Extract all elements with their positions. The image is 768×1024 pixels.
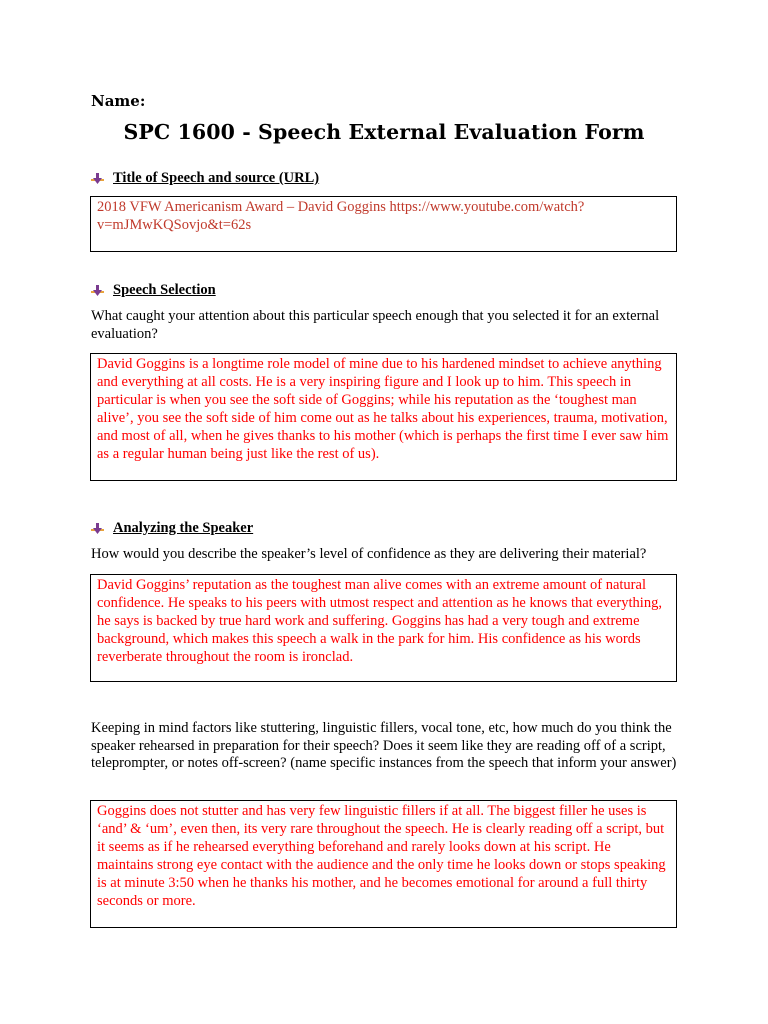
down-arrow-bullet-icon bbox=[91, 173, 105, 185]
speech-selection-answer-box[interactable] bbox=[90, 353, 677, 481]
section-heading-speech-selection bbox=[91, 282, 216, 299]
section-heading-title-source bbox=[91, 170, 319, 187]
confidence-question: How would you describe the speaker’s level of confidence as they are delivering their material? bbox=[91, 546, 647, 562]
section-heading-analyzing-speaker bbox=[91, 520, 253, 537]
confidence-answer-box[interactable] bbox=[90, 574, 677, 682]
title-source-answer-line-2: v=mJMwKQSovjo&t=62s bbox=[97, 217, 252, 233]
form-title: SPC 1600 - Speech External Evaluation Form bbox=[123, 120, 645, 144]
down-arrow-bullet-icon bbox=[91, 523, 105, 535]
down-arrow-bullet-icon bbox=[91, 285, 105, 297]
section-heading-text: Speech Selection bbox=[113, 282, 216, 298]
confidence-answer: David Goggins’ reputation as the toughest man alive comes with an extreme amount of natural confidence. He speaks to his peers with utmost respect and attention as he knows that everything, he says is backed by true hard work and suffering. Goggins has had a very tough and extreme background, which makes this speech a walk in the park for him. His confidence as his words reverberate throughout the room is ironclad. bbox=[97, 577, 662, 665]
title-source-answer-box[interactable] bbox=[90, 196, 677, 252]
name-label: Name: bbox=[91, 92, 146, 110]
title-source-answer-line-1: 2018 VFW Americanism Award – David Goggins https://www.youtube.com/watch? bbox=[97, 199, 585, 215]
speech-selection-question: What caught your attention about this particular speech enough that you selected it for an external evaluation? bbox=[91, 308, 660, 342]
rehearsal-answer-box[interactable] bbox=[90, 800, 677, 928]
speech-selection-answer: David Goggins is a longtime role model of mine due to his hardened mindset to achieve anything and everything at all costs. He is a very inspiring figure and I look up to him. This speech in particular is when you see the soft side of Goggins; while his reputation as the ‘toughest man alive’, you see the soft side of him come out as he talks about his experiences, trauma, motivation, and most of all, when he gives thanks to his mother (which is perhaps the first time I ever saw him as a regular human being just like the rest of us). bbox=[97, 356, 669, 462]
section-heading-text: Analyzing the Speaker bbox=[113, 520, 254, 536]
section-heading-text: Title of Speech and source (URL) bbox=[113, 170, 320, 186]
rehearsal-answer: Goggins does not stutter and has very few linguistic fillers if at all. The biggest filler he uses is ‘and’ & ‘um’, even then, its very rare throughout the speech. He is clearly reading off a script, but it seems as if he rehearsed everything beforehand and rarely looks down at his script. He maintains strong eye contact with the audience and the only time he looks down or stops speaking is at minute 3:50 when he thanks his mother, and he becomes emotional for around a full thirty seconds or more. bbox=[97, 803, 666, 909]
rehearsal-question: Keeping in mind factors like stuttering, linguistic fillers, vocal tone, etc, how much do you think the speaker rehearsed in preparation for their speech? Does it seem like they are reading off of a script, teleprompter, or notes off-screen? (name specific instances from the speech that inform your answer) bbox=[91, 720, 677, 771]
